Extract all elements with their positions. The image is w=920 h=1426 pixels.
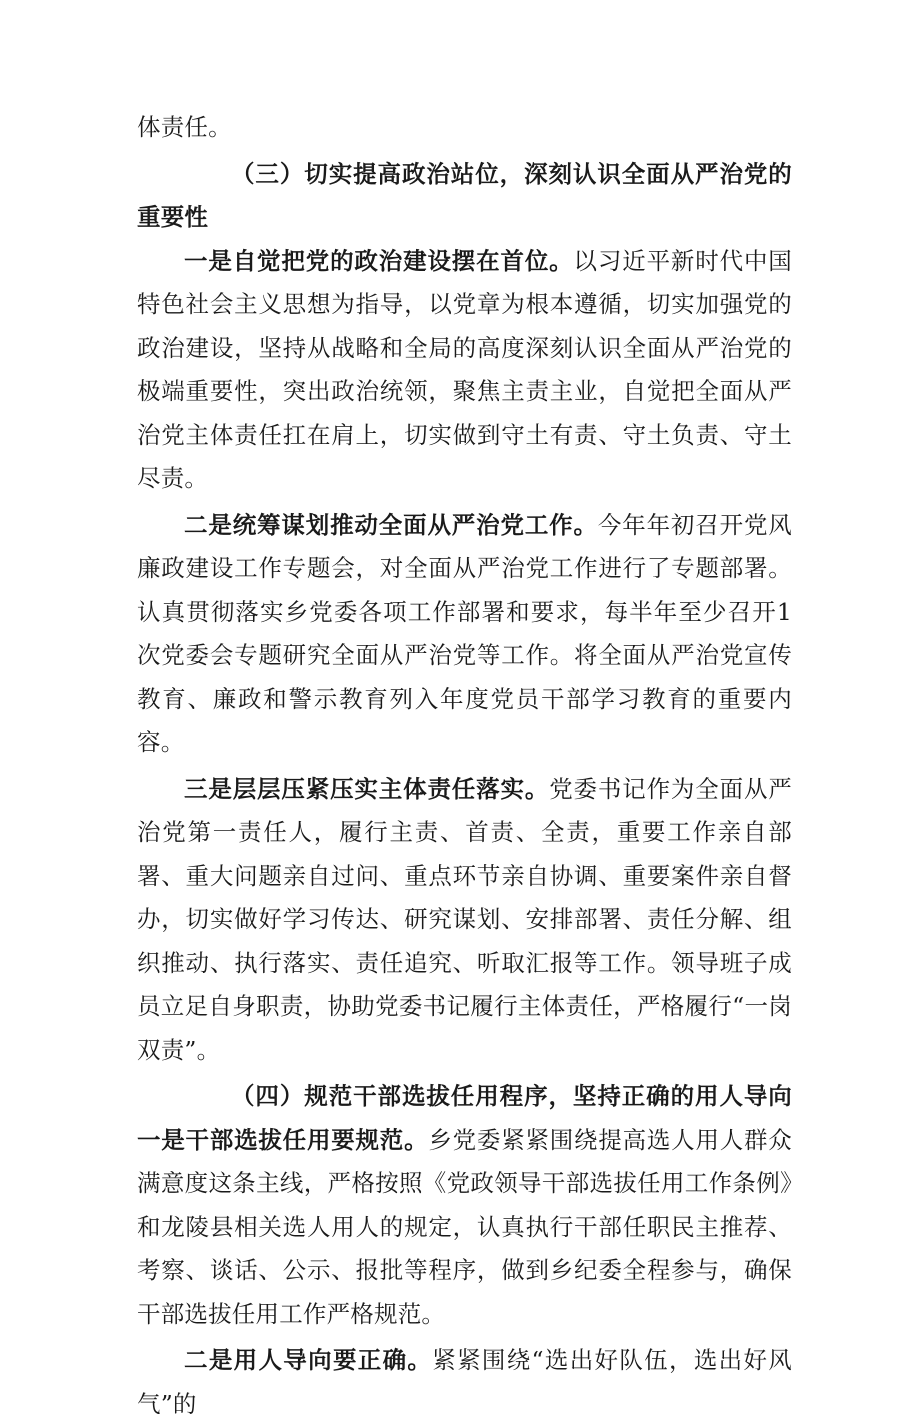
paragraph-text: 今年年初召开党风廉政建设工作专题会，对全面从严治党工作进行了专题部署。认真贯彻落实乡党委各项工作部署和要求，每半年至少召开1次党委会专题研究全面从严治党等工作。将全面从严治党宣传教育、廉政和警示教育列入年度党员干部学习教育的重要内容。 xyxy=(137,510,792,756)
paragraph-3 xyxy=(137,768,792,1073)
section-heading-3 xyxy=(137,153,792,240)
paragraph-text: 乡党委紧紧围绕提高选人用人群众满意度这条主线，严格按照《党政领导干部选拔任用工作条例》和龙陵县相关选人用人的规定，认真执行干部任职民主推荐、考察、谈话、公示、报批等程序，做到乡纪委全程参与，确保干部选拔任用工作严格规范。 xyxy=(137,1125,793,1328)
paragraph-5 xyxy=(137,1339,792,1426)
heading-text: （三）切实提高政治站位，深刻认识全面从严治党的重要性 xyxy=(137,159,792,231)
paragraph-text: 以习近平新时代中国特色社会主义思想为指导，以党章为根本遵循，切实加强党的政治建设，坚持从战略和全局的高度深刻认识全面从严治党的极端重要性，突出政治统领，聚焦主责主业，自觉把全面从严治党主体责任扛在肩上，切实做到守土有责、守土负责、守土尽责。 xyxy=(137,246,792,492)
paragraph-text: 紧紧围绕“选出好队伍，选出好风气”的 xyxy=(137,1346,793,1418)
paragraph-continuation xyxy=(137,106,792,150)
paragraph-1 xyxy=(137,240,792,501)
paragraph-4 xyxy=(137,1075,792,1336)
paragraph-2 xyxy=(137,504,792,765)
paragraph-lead: 二是用人导向要正确。 xyxy=(184,1346,433,1374)
paragraph-lead: （四）规范干部选拔任用程序，坚持正确的用人导向一是干部选拔任用要规范。 xyxy=(137,1082,792,1154)
paragraph-text: 党委书记作为全面从严治党第一责任人，履行主责、首责、全责，重要工作亲自部署、重大问题亲自过问、重点环节亲自协调、重要案件亲自督办，切实做好学习传达、研究谋划、安排部署、责任分解、组织推动、执行落实、责任追究、听取汇报等工作。领导班子成员立足自身职责，协助党委书记履行主体责任，严格履行“一岗双责”。 xyxy=(137,774,792,1064)
document-body xyxy=(137,106,792,1426)
paragraph-lead: 三是层层压紧压实主体责任落实。 xyxy=(184,774,550,803)
paragraph-lead: 一是自觉把党的政治建设摆在首位。 xyxy=(184,246,574,275)
paragraph-lead: 二是统筹谋划推动全面从严治党工作。 xyxy=(184,510,598,539)
paragraph-text: 体责任。 xyxy=(137,113,232,141)
